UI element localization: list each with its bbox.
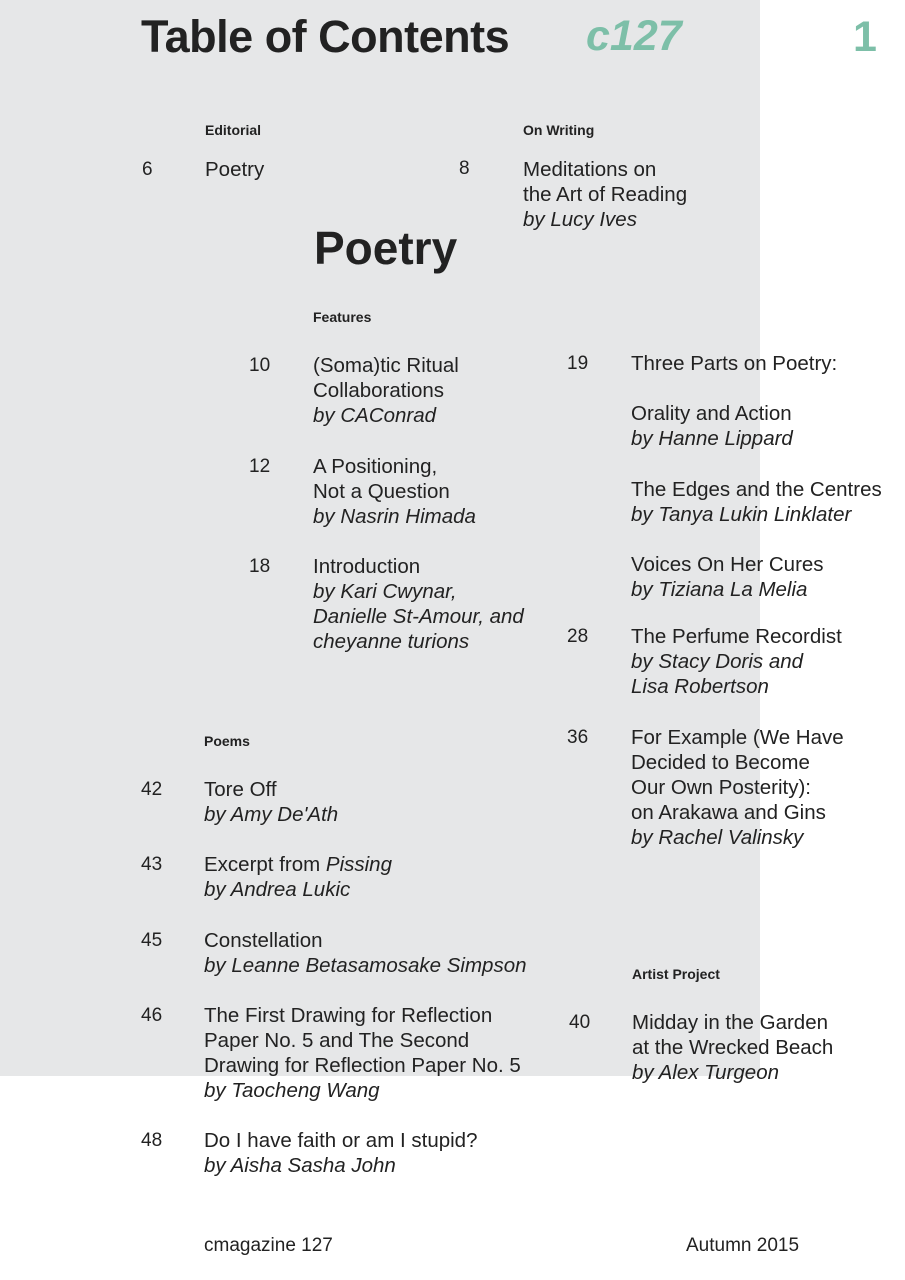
toc-entry-poem[interactable] [204, 1128, 477, 1178]
toc-subentry[interactable] [631, 477, 882, 527]
entry-title: Three Parts on Poetry: [631, 352, 838, 375]
toc-entry-feature[interactable] [313, 454, 476, 529]
toc-entry-poem[interactable] [204, 777, 338, 827]
entry-title-line: The First Drawing for Reflection [204, 1004, 493, 1027]
toc-subentry[interactable] [631, 552, 824, 602]
entry-title [204, 852, 392, 877]
entry-title: The Edges and the Centres [631, 478, 882, 501]
entry-title-italic: Pissing [325, 853, 392, 876]
entry-title: Orality and Action [631, 402, 792, 425]
entry-title-line: For Example (We Have [631, 726, 844, 749]
section-label-poems: Poems [204, 733, 250, 749]
entry-byline: by Tanya Lukin Linklater [631, 503, 852, 526]
toc-entry-feature[interactable] [313, 554, 524, 654]
entry-title-line: Not a Question [313, 480, 450, 503]
section-heading-poetry: Poetry [314, 222, 458, 274]
entry-title-line: Decided to Become [631, 751, 810, 774]
entry-title-line: Paper No. 5 and The Second [204, 1029, 470, 1052]
entry-title: Poetry [205, 158, 265, 181]
entry-title: The Perfume Recordist [631, 625, 842, 648]
entry-title-line: Midday in the Garden [632, 1011, 829, 1034]
entry-byline: by Tiziana La Melia [631, 578, 808, 601]
entry-byline: Lisa Robertson [631, 675, 769, 698]
section-label-on-writing: On Writing [523, 122, 595, 138]
entry-title-line: Collaborations [313, 379, 445, 402]
entry-page-number: 46 [141, 1005, 163, 1026]
toc-entry-on-writing[interactable] [523, 157, 687, 232]
entry-byline: by Lucy Ives [523, 208, 637, 231]
entry-title: Tore Off [204, 778, 277, 801]
entry-byline: by Aisha Sasha John [204, 1154, 396, 1177]
page-title: Table of Contents [141, 11, 510, 62]
entry-page-number: 43 [141, 854, 163, 875]
footer-magazine: cmagazine 127 [204, 1235, 333, 1256]
entry-title-prefix: Excerpt from [204, 853, 326, 876]
footer-season: Autumn 2015 [686, 1235, 800, 1256]
entry-title-line: on Arakawa and Gins [631, 801, 826, 824]
section-label-features: Features [313, 309, 372, 325]
entry-title-line: Meditations on [523, 158, 657, 181]
entry-page-number: 40 [569, 1012, 591, 1033]
entry-byline: by Rachel Valinsky [631, 826, 804, 849]
entry-page-number: 10 [249, 355, 271, 376]
entry-byline: by Leanne Betasamosake Simpson [204, 954, 527, 977]
section-label-editorial: Editorial [205, 122, 262, 138]
entry-page-number: 45 [141, 930, 163, 951]
toc-entry-artist-project[interactable] [632, 1010, 833, 1085]
entry-byline: by Nasrin Himada [313, 505, 476, 528]
entry-title-line: Drawing for Reflection Paper No. 5 [204, 1054, 521, 1077]
toc-entry-poem[interactable] [204, 928, 527, 978]
toc-entry-poem[interactable] [204, 852, 392, 902]
issue-number: c127 [586, 12, 682, 60]
entry-title: Do I have faith or am I stupid? [204, 1129, 478, 1152]
toc-subentry[interactable] [631, 401, 793, 451]
entry-byline: cheyanne turions [313, 630, 470, 653]
entry-title-line: at the Wrecked Beach [632, 1036, 834, 1059]
entry-byline: by Kari Cwynar, [313, 580, 457, 603]
entry-page-number: 42 [141, 779, 163, 800]
entry-byline: by Alex Turgeon [632, 1061, 779, 1084]
entry-title-line: Our Own Posterity): [631, 776, 811, 799]
entry-byline: by Stacy Doris and [631, 650, 804, 673]
entry-page-number: 48 [141, 1130, 163, 1151]
entry-byline: by Hanne Lippard [631, 427, 793, 450]
toc-entry-editorial[interactable] [205, 157, 264, 182]
entry-title-line: (Soma)tic Ritual [313, 354, 459, 377]
entry-title: Introduction [313, 555, 421, 578]
toc-entry-poem[interactable] [204, 1003, 521, 1103]
entry-byline: by CAConrad [313, 404, 437, 427]
entry-page-number: 19 [567, 353, 589, 374]
toc-entry-perfume[interactable] [631, 624, 842, 699]
toc-entry-three-parts[interactable] [631, 351, 837, 376]
entry-title-line: A Positioning, [313, 455, 438, 478]
entry-page-number: 8 [459, 158, 470, 179]
entry-title-line: the Art of Reading [523, 183, 688, 206]
entry-page-number: 36 [567, 727, 589, 748]
entry-title: Voices On Her Cures [631, 553, 824, 576]
entry-byline: by Andrea Lukic [204, 878, 351, 901]
entry-page-number: 12 [249, 456, 271, 477]
page-number: 1 [853, 13, 877, 61]
entry-byline: Danielle St-Amour, and [313, 605, 524, 628]
section-label-artist-project: Artist Project [632, 966, 720, 982]
toc-entry-for-example[interactable] [631, 725, 844, 850]
entry-page-number: 18 [249, 556, 271, 577]
entry-page-number: 6 [142, 159, 153, 180]
entry-title: Constellation [204, 929, 323, 952]
entry-page-number: 28 [567, 626, 589, 647]
toc-entry-feature[interactable] [313, 353, 459, 428]
entry-byline: by Taocheng Wang [204, 1079, 380, 1102]
entry-byline: by Amy De'Ath [204, 803, 339, 826]
